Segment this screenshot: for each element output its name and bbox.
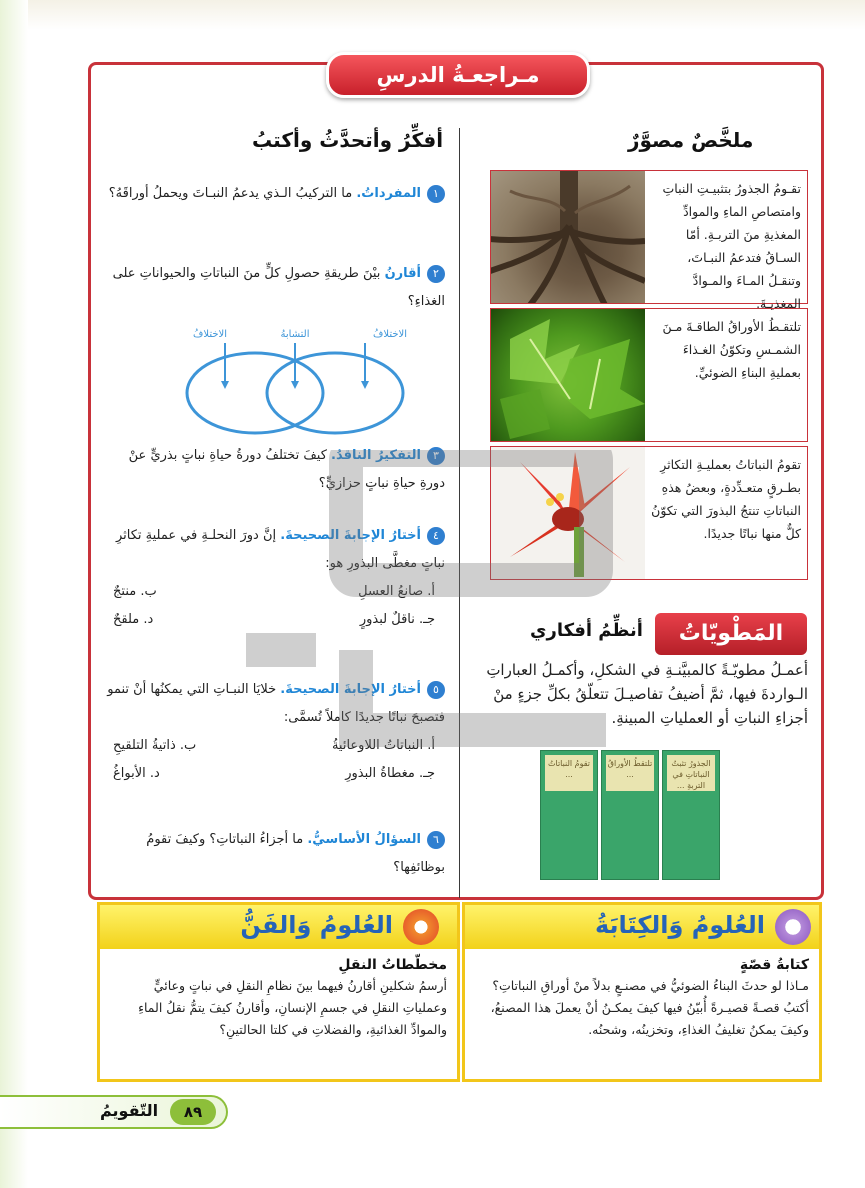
question-number: ٥ bbox=[427, 681, 445, 699]
question-keyword: أختارُ الإجابةَ الصحيحةَ. bbox=[280, 528, 421, 543]
foldables-instructions: أعمـلُ مطويّـةً كالمبيَّنـةِ في الشكلِ، وأكمـلُ العباراتِ الـواردةَ فيها، ثمَّ أضيفُ تفاصيـلَ تتعلّقُ بكلِّ جزءٍ منْ أجزاءِ النباتِ أو العملياتِ المبينةِ. bbox=[486, 661, 808, 727]
options-row bbox=[103, 760, 445, 788]
summary-text-roots: تقـومُ الجذورُ بتثبيـتِ النباتِ وامتصاصِ الماءِ والموادِّ المغذيةِ منَ التربـةِ. أمّا السـاقُ فتدعمُ النبـاتَ، وتنقـلُ المـاءَ والمـوادَّ المغذيـةَ. bbox=[662, 181, 801, 311]
science-writing-title: العُلومُ وَالكِتَابَةُ bbox=[594, 911, 765, 939]
science-art-title: العُلومُ وَالفَنُّ bbox=[240, 911, 393, 939]
question-text: ما التركيبُ الـذي يدعمُ النبـاتَ ويحملُ أوراقَهُ؟ bbox=[108, 186, 357, 201]
writing-subtitle: كتابةُ قصّةٍ bbox=[739, 957, 809, 973]
question-number: ٦ bbox=[427, 831, 445, 849]
option[interactable]: جـ. مغطاةُ البذورِ bbox=[345, 766, 435, 781]
question-number: ٣ bbox=[427, 447, 445, 465]
foldable-flap-label-3: تقومُ النباتاتُ ... bbox=[545, 755, 593, 791]
flower-photo bbox=[491, 447, 645, 579]
question-text: كيفَ تختلفُ دورةُ حياةِ نباتٍ بذريٍّ عنْ دورةِ حياةِ نباتٍ حزازيٍّ؟ bbox=[128, 448, 445, 491]
question-5 bbox=[103, 676, 445, 788]
science-writing-header bbox=[465, 905, 819, 949]
foldable-flap-3 bbox=[540, 750, 598, 880]
leaves-photo bbox=[491, 309, 645, 441]
footer-section-label: التّقويمُ bbox=[100, 1101, 159, 1120]
question-3 bbox=[103, 442, 445, 498]
venn-diagram bbox=[180, 325, 410, 440]
question-keyword: أقارنُ bbox=[384, 266, 421, 281]
option[interactable]: جـ. ناقلٌ لبذورٍ bbox=[359, 612, 435, 627]
foldable-flap-1 bbox=[662, 750, 720, 880]
foldable-flap-label-1: الجذورُ تثبتُ النباتاتِ في التربةِ ... bbox=[667, 755, 715, 791]
question-number: ١ bbox=[427, 185, 445, 203]
roots-photo bbox=[491, 171, 645, 303]
venn-label-left: الاختلافُ bbox=[192, 329, 228, 340]
summary-row-flower bbox=[490, 446, 808, 580]
foldables-badge: المَطْويّاتُ bbox=[655, 613, 807, 655]
question-text: بيْنَ طريقةِ حصولِ كلٍّ منَ النباتاتِ والحيواناتِ على الغذاءِ؟ bbox=[112, 266, 445, 309]
option[interactable]: ب. ذاتيةُ التلقيحِ bbox=[113, 738, 197, 753]
roots-illustration bbox=[491, 171, 645, 303]
question-4 bbox=[103, 522, 445, 634]
option[interactable]: أ. صانعُ العسلِ bbox=[358, 584, 435, 599]
option[interactable]: د. ملقحٌ bbox=[113, 612, 154, 627]
question-keyword: المفرداتُ. bbox=[356, 186, 421, 201]
question-6 bbox=[103, 826, 445, 882]
venn-label-right: الاختلافُ bbox=[372, 329, 408, 340]
foldable-flap-label-2: تلتقطُ الأوراقُ ... bbox=[606, 755, 654, 791]
option[interactable]: ب. منتجٌ bbox=[113, 584, 157, 599]
writing-body: مـاذا لو حدثَ البناءُ الضوئيُّ في مصنـعٍ بدلاً منْ أوراقِ النباتاتِ؟ أكتبُ قصـةً قصيـرةً أُبيّنُ فيها كيفَ يمكـنُ أنْ يعملَ هذا المصنعُ، وكيفَ يمكنُ تغليفُ الغذاءِ، وتخزينُه، وشحنُه. bbox=[490, 978, 809, 1037]
science-writing-box bbox=[462, 902, 822, 1082]
foldable-flap-2 bbox=[601, 750, 659, 880]
foldables-title: أنظِّمُ أفكاري bbox=[530, 620, 643, 641]
options-row bbox=[103, 606, 445, 634]
top-strip bbox=[0, 0, 865, 30]
question-text: إنَّ دورَ النحلـةِ في عمليةِ تكاثرِ نباتٍ مغطَّى البذورِ هو: bbox=[115, 528, 445, 571]
flower-illustration bbox=[491, 447, 645, 579]
pencil-icon bbox=[775, 909, 811, 945]
option[interactable]: د. الأبواغُ bbox=[113, 766, 160, 781]
lesson-review-banner: مـراجعـةُ الدرسِ bbox=[326, 52, 590, 98]
summary-title: ملخَّصٌ مصوَّرٌ bbox=[628, 128, 754, 152]
venn-circle-right bbox=[267, 353, 403, 433]
art-subtitle: مخطّطاتُ النقلِ bbox=[338, 957, 447, 973]
options-row bbox=[103, 578, 445, 606]
art-body: أرسمُ شكلينِ أقارنُ فيهما بينَ نظامِ النقلِ في نباتٍ وعائيٍّ وعملياتِ النقلِ في جسمِ الإنسانِ، وأقارنُ كيفَ يتمُّ نقلُ الماءِ والموادِّ الغذائيةِ، والفضلاتِ في كلتا الحالتينِ؟ bbox=[138, 978, 447, 1037]
question-keyword: التفكيرُ الناقدُ. bbox=[331, 448, 421, 463]
question-text: ما أجزاءُ النباتاتِ؟ وكيفَ تقومُ بوظائفِها؟ bbox=[146, 832, 445, 875]
leaves-illustration bbox=[491, 309, 645, 441]
summary-row-roots bbox=[490, 170, 808, 311]
science-art-header bbox=[100, 905, 457, 949]
question-number: ٢ bbox=[427, 265, 445, 283]
question-keyword: السؤالُ الأساسيُّ. bbox=[307, 832, 421, 847]
question-number: ٤ bbox=[427, 527, 445, 545]
page-number: ٨٩ bbox=[170, 1099, 216, 1125]
column-divider bbox=[459, 128, 460, 898]
question-keyword: أختارُ الإجابةَ الصحيحةَ. bbox=[280, 682, 421, 697]
left-gutter bbox=[0, 0, 28, 1188]
options-row bbox=[103, 732, 445, 760]
science-art-box bbox=[97, 902, 460, 1082]
question-text: خلايَا النبـاتِ التي يمكنُها أنْ تنمو فتصبحَ نباتًا جديدًا كاملاً تُسمَّى: bbox=[107, 682, 445, 725]
option[interactable]: أ. النباتاتُ اللاوعائيةُ bbox=[331, 738, 435, 753]
paintbrush-icon bbox=[403, 909, 439, 945]
foldable-model bbox=[540, 750, 720, 880]
summary-row-leaves bbox=[490, 308, 808, 442]
question-2 bbox=[103, 260, 445, 316]
question-1 bbox=[103, 180, 445, 208]
summary-text-flower: تقومُ النباتاتُ بعمليـةِ التكاثرِ بطـرقٍ متعـدِّدةٍ، وبعضُ هذهِ النباتاتِ تنتجُ البذورَ التي تكوّنُ كلٌّ منها نباتًا جديدًا. bbox=[651, 457, 801, 541]
venn-circle-left bbox=[187, 353, 323, 433]
questions-title: أفكِّرُ وأتحدَّثُ وأكتبُ bbox=[252, 128, 444, 152]
venn-label-center: التشابهُ bbox=[280, 329, 310, 340]
summary-text-leaves: تلتقـطُ الأوراقُ الطاقـةَ مـنَ الشمـسِ وتكوّنُ الغـذاءَ بعمليةِ البناءِ الضوئيِّ. bbox=[662, 319, 801, 380]
